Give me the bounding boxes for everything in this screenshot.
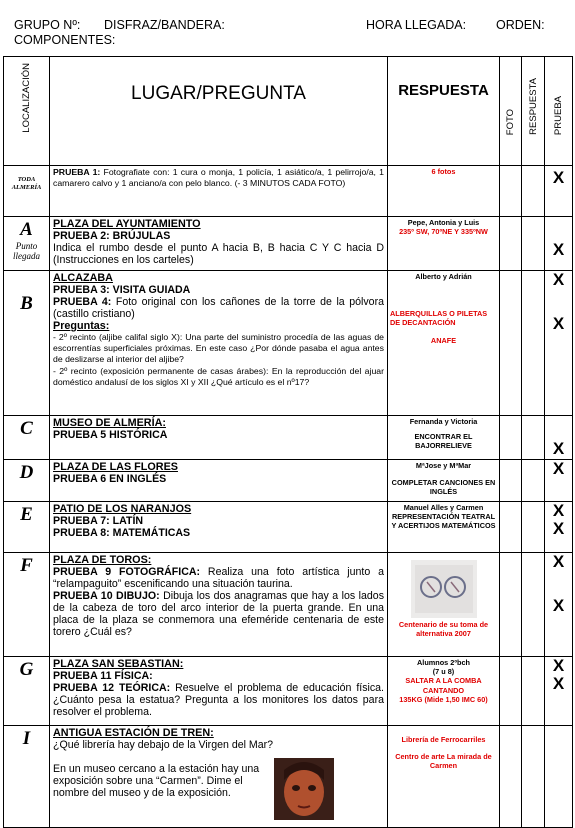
answer: 235º SW, 70ºNE Y 335ºNW (399, 227, 488, 237)
prueba-text: Resuelve el problema de educación física. ¿Cuánto pesa la estatua? Pregunta a los monitores los datos para resolver el problema. (53, 682, 384, 718)
respuesta-header: RESPUESTA (388, 57, 500, 166)
team-names: MªJose y MªMar (415, 461, 472, 470)
carmen-portrait (274, 758, 334, 820)
prueba-title: PRUEBA 7: LATÍN (53, 515, 144, 527)
prueba-title: PRUEBA 11 FÍSICA: (53, 670, 153, 682)
location-letter: B (20, 293, 33, 314)
place-title: PLAZA DE LAS FLORES (53, 461, 178, 473)
prueba-text: Realiza una foto artística junto a “relampaguito” escenificando una situación taurina. (53, 566, 384, 590)
respuesta-cell (522, 502, 545, 553)
place-title: PLAZA SAN SEBASTIAN: (53, 658, 184, 670)
check-mark: X (552, 314, 565, 333)
table-header-row (4, 57, 573, 166)
table-row (4, 271, 573, 416)
prueba-title: PRUEBA 1: (53, 167, 101, 177)
prueba-text: Indica el rumbo desde el punto A hacia B, B hacia C Y C hacia D (Instrucciones en los carteles) (53, 242, 384, 266)
answer: REPRESENTACIÓN TEATRAL Y ACERTIJOS MATEMÁTICOS (391, 512, 496, 531)
check-mark: X (552, 656, 565, 675)
prueba-cell (545, 726, 573, 828)
question-text: En un museo cercano a la estación hay una exposición sobre una “Carmen”. Dime el nombre del museo y de la exposición. (53, 763, 260, 799)
prueba-text: Fotografiate con: 1 cura o monja, 1 policía, 1 asiático/a, 1 pelirrojo/a, 1 camarero calvo y 1 anciano/a con pelo blanco. (- 3 MINUTOS CADA FOTO) (53, 167, 384, 189)
place-title: ALCAZABA (53, 272, 113, 284)
location-sub: Punto llegada (13, 241, 40, 261)
location-todo: TODA ALMERÍA (11, 176, 42, 191)
prueba-title: PRUEBA 8: MATEMÁTICAS (53, 527, 191, 539)
respuesta-cell (522, 271, 545, 416)
prueba-title: PRUEBA 9 FOTOGRÁFICA: (53, 566, 201, 578)
check-mark: X (552, 552, 565, 571)
team-names: Alberto y Adrián (415, 272, 472, 281)
answer: COMPLETAR CANCIONES EN INGLÉS (391, 478, 496, 497)
respuesta-cell (522, 416, 545, 460)
check-mark: X (552, 674, 565, 693)
prueba-header: PRUEBA (553, 95, 564, 135)
respuesta-check-header: RESPUESTA (527, 78, 539, 135)
place-title: ANTIGUA ESTACIÓN DE TREN: (53, 727, 214, 739)
place-title: PLAZA DE TOROS: (53, 554, 152, 566)
prueba-text: Foto original con los cañones de la torre de la pólvora (castillo cristiano) (53, 296, 384, 320)
prueba-title: PRUEBA 6 EN INGLÉS (53, 473, 167, 485)
team-names: Alumnos 2ºbch (417, 658, 470, 667)
answer: ALBERQUILLAS O PILETAS DE DECANTACIÓN (390, 309, 488, 328)
answer: Centenario de su toma de alternativa 2007 (398, 620, 489, 639)
check-mark: X (552, 270, 565, 289)
location-letter: C (20, 418, 33, 439)
foto-cell (500, 460, 522, 502)
prueba-title: PRUEBA 2: BRÚJULAS (53, 230, 171, 242)
foto-header: FOTO (505, 108, 516, 135)
team-names: Fernanda y Victoria (409, 417, 478, 426)
table-row (4, 553, 573, 657)
foto-cell (500, 166, 522, 217)
foto-cell (500, 657, 522, 726)
prueba-title: PRUEBA 10 DIBUJO: (53, 590, 160, 602)
check-mark: X (552, 240, 565, 259)
prueba-title: PRUEBA 3: VISITA GUIADA (53, 284, 191, 296)
place-title: PLAZA DEL AYUNTAMIENTO (53, 218, 201, 230)
table-row (4, 657, 573, 726)
place-title: MUSEO DE ALMERÍA: (53, 417, 166, 429)
respuesta-cell (522, 553, 545, 657)
answer: 6 fotos (388, 166, 500, 217)
team-names: Pepe, Antonia y Luis (407, 218, 480, 227)
lugar-pregunta-header: LUGAR/PREGUNTA (50, 57, 388, 166)
check-mark: X (552, 439, 565, 458)
location-letter: D (19, 462, 34, 483)
respuesta-cell (522, 217, 545, 271)
prueba-title: PRUEBA 12 TEÓRICA: (53, 682, 171, 694)
table-row (4, 217, 573, 271)
table-row (4, 416, 573, 460)
table-row (4, 502, 573, 553)
answer: ANAFE (430, 335, 457, 345)
foto-cell (500, 217, 522, 271)
question-text: - 2º recinto (exposición permanente de casas árabes): En la reproducción del ajuar doméstico andalusí de los siglos XI y XII ¿Qué artículo es el nº17? (53, 365, 384, 387)
location-letter: F (20, 555, 33, 576)
answer: Librería de Ferrocarriles (401, 735, 486, 744)
question-text: - 2º recinto (aljibe califal siglo X): Una parte del suministro procedía de las aguas de escorrentías superficiales próximas. En este caso ¿Por dónde pasaba el agua antes de deslizarse al interior del aljibe? (53, 332, 384, 365)
prueba-title: PRUEBA 5 HISTÓRICA (53, 429, 168, 441)
check-mark: X (552, 459, 565, 478)
location-letter: E (20, 504, 33, 525)
respuesta-cell (522, 460, 545, 502)
check-mark: X (552, 519, 565, 538)
disfraz-label: DISFRAZ/BANDERA: (104, 18, 225, 32)
location-letter: G (19, 659, 34, 680)
respuesta-cell (522, 726, 545, 828)
check-mark: X (552, 501, 565, 520)
foto-cell (500, 502, 522, 553)
team-names: (7 u 8) (432, 667, 455, 677)
orden-label: ORDEN: (496, 18, 545, 32)
location-letter: I (22, 728, 31, 749)
foto-cell (500, 416, 522, 460)
plaque-photo (411, 560, 477, 618)
question-text: ¿Qué librería hay debajo de la Virgen del Mar? (53, 739, 274, 751)
prueba-title: PRUEBA 4: (53, 296, 112, 308)
prueba-table (3, 56, 573, 828)
table-row (4, 166, 573, 217)
foto-cell (500, 726, 522, 828)
check-mark: X (552, 596, 565, 615)
foto-cell (500, 553, 522, 657)
hora-llegada-label: HORA LLEGADA: (366, 18, 467, 32)
answer: ENCONTRAR EL BAJORRELIEVE (414, 432, 473, 451)
grupo-label: GRUPO Nº: (14, 18, 81, 32)
answer: SALTAR A LA COMBA CANTANDO (405, 676, 482, 695)
respuesta-cell (522, 166, 545, 217)
place-title: PATIO DE LOS NARANJOS (53, 503, 192, 515)
check-mark: X (552, 168, 565, 187)
prueba-text: Dibuja los dos anagramas que hay a los lados de la cabeza de toro del arco interior de la puerta grande. En una placa de la plaza se conmemora una efeméride centenaria de este torero ¿Cuál es? (53, 590, 384, 638)
table-row (4, 460, 573, 502)
team-names: Manuel Alles y Carmen (403, 503, 484, 512)
answer: 135KG (Mide 1,50 IMC 60) (399, 694, 488, 704)
foto-cell (500, 271, 522, 416)
location-letter: A (20, 219, 33, 240)
componentes-label: COMPONENTES: (14, 33, 116, 47)
table-row (4, 726, 573, 828)
answer: Centro de arte La mirada de Carmen (395, 752, 492, 771)
preguntas-title: Preguntas: (53, 320, 110, 332)
localizacion-header: LOCALIZACIÓN (21, 63, 32, 133)
respuesta-cell (522, 657, 545, 726)
